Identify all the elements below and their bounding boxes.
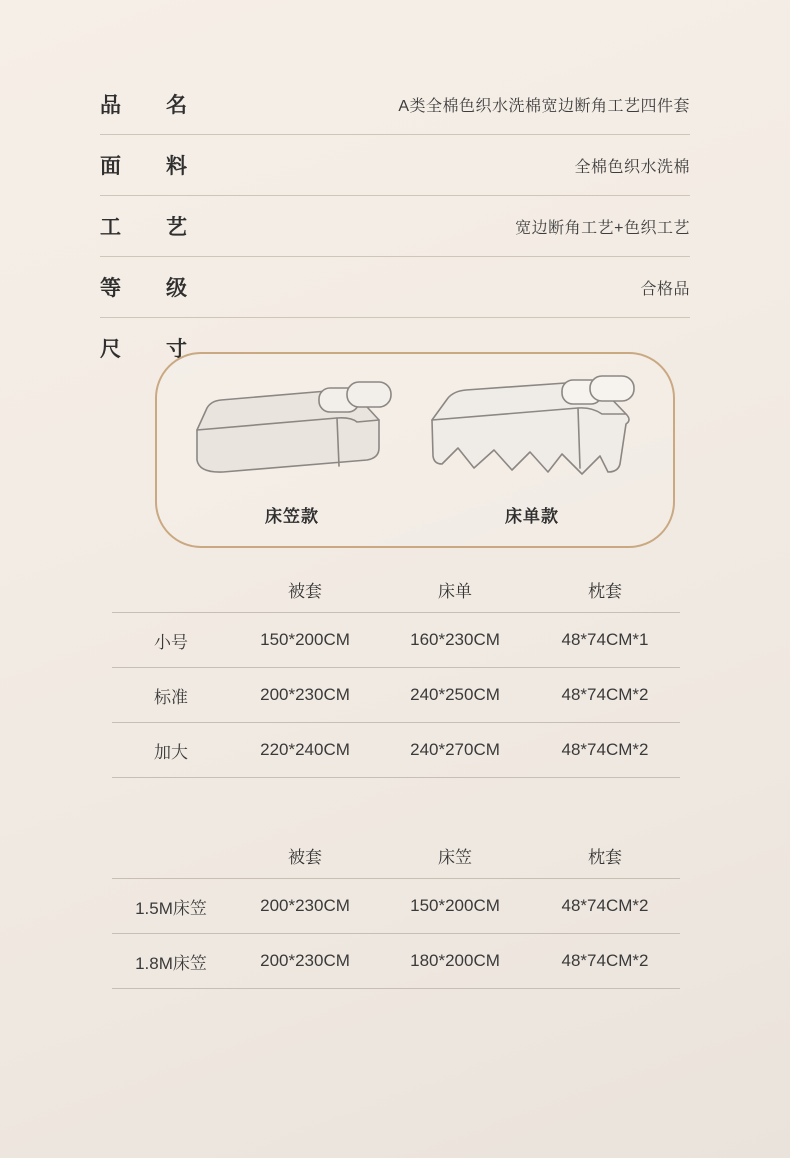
row-label: 小号 <box>112 613 230 668</box>
table-header-row <box>112 566 680 613</box>
table-header-cell: 被套 <box>288 581 322 601</box>
spec-label: 尺 寸 <box>100 338 199 361</box>
table-header-cell <box>112 566 230 613</box>
table-header-cell: 被套 <box>288 847 322 867</box>
row-label: 1.8M床笠 <box>112 934 230 989</box>
table-cell: 48*74CM*1 <box>530 613 680 668</box>
table-cell: 150*200CM <box>380 879 530 934</box>
row-label: 加大 <box>112 723 230 778</box>
spec-row <box>100 257 690 318</box>
row-label: 1.5M床笠 <box>112 879 230 934</box>
spec-value: 宽边断角工艺+色织工艺 <box>515 219 690 237</box>
spec-value: 合格品 <box>640 280 690 298</box>
spec-row <box>100 74 690 135</box>
table-cell: 48*74CM*2 <box>530 879 680 934</box>
spec-label: 面 料 <box>100 155 199 178</box>
flat-sheet-bed-icon <box>412 368 652 498</box>
spec-row <box>100 196 690 257</box>
table-header-cell: 枕套 <box>588 581 622 601</box>
size-illustration-card <box>155 352 675 548</box>
table-cell: 48*74CM*2 <box>530 934 680 989</box>
illustration-caption-right: 床单款 <box>505 507 559 526</box>
table-cell: 180*200CM <box>380 934 530 989</box>
spec-label: 品 名 <box>100 94 199 117</box>
fitted-sheet-bed-icon <box>179 368 409 498</box>
table-cell: 240*250CM <box>380 668 530 723</box>
table-cell: 220*240CM <box>230 723 380 778</box>
table-header-row <box>112 832 680 879</box>
table-cell: 150*200CM <box>230 613 380 668</box>
table-cell: 200*230CM <box>230 934 380 989</box>
spec-label: 等 级 <box>100 277 199 300</box>
table-cell: 160*230CM <box>380 613 530 668</box>
table-header-cell: 床笠 <box>438 847 472 867</box>
table-cell: 240*270CM <box>380 723 530 778</box>
size-table-fitted-sheet <box>112 832 680 989</box>
illustration-caption-left: 床笠款 <box>265 507 319 526</box>
row-label: 标准 <box>112 668 230 723</box>
table-cell: 48*74CM*2 <box>530 723 680 778</box>
spec-value: 全棉色织水洗棉 <box>574 158 690 176</box>
spec-list <box>100 74 690 378</box>
table-row <box>112 668 680 723</box>
table-row <box>112 723 680 778</box>
table-header-cell <box>112 832 230 879</box>
spec-label: 工 艺 <box>100 216 199 239</box>
table-row <box>112 879 680 934</box>
spec-row <box>100 135 690 196</box>
spec-value: A类全棉色织水洗棉宽边断角工艺四件套 <box>398 97 690 115</box>
table-cell: 200*230CM <box>230 668 380 723</box>
table-row <box>112 934 680 989</box>
table-row <box>112 613 680 668</box>
table-header-cell: 枕套 <box>588 847 622 867</box>
table-cell: 48*74CM*2 <box>530 668 680 723</box>
table-cell: 200*230CM <box>230 879 380 934</box>
table-header-cell: 床单 <box>438 581 472 601</box>
size-table-bed-sheet <box>112 566 680 778</box>
